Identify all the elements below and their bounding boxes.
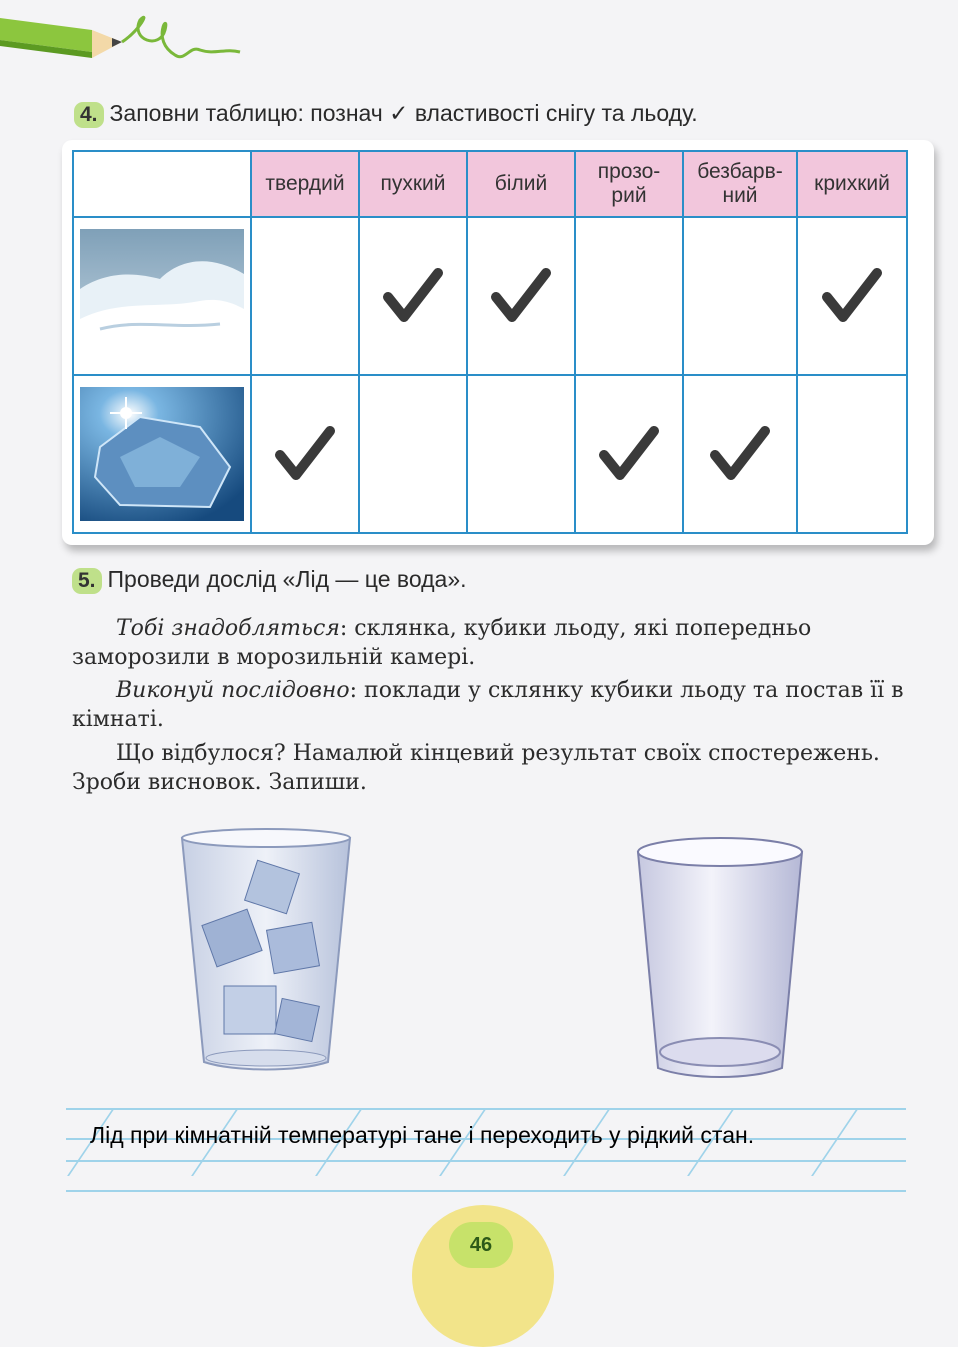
table-header-row [73,151,907,217]
task-5-number: 5. [72,568,102,594]
column-header [683,151,797,217]
check-cell[interactable] [467,375,575,533]
check-cell[interactable] [575,375,683,533]
page-number: 46 [449,1222,513,1268]
steps-paragraph [72,676,912,734]
check-mark-icon [821,267,883,325]
check-cell[interactable] [359,375,467,533]
check-cell[interactable] [683,375,797,533]
task-4-instruction: Заповни таблицю: познач ✓ властивості снігу та льоду. [109,100,698,126]
column-header: твердий [251,151,359,217]
question-paragraph [72,739,912,797]
steps-label: Виконуй послідовно [116,678,350,703]
column-header-text: прозо- рий [597,160,661,207]
task-5-header [72,566,467,594]
check-mark-icon [490,267,552,325]
answer-text[interactable]: Лід при кімнатній температурі тане і переходить у рідкий стан. [90,1122,755,1148]
check-mark-icon [598,425,660,483]
check-cell[interactable] [575,217,683,375]
column-header [575,151,683,217]
glass-with-ice-icon [178,826,354,1078]
column-header: білий [467,151,575,217]
check-cell[interactable] [797,375,907,533]
table-row-snow [73,217,907,375]
check-cell[interactable] [251,375,359,533]
writing-line [66,1190,906,1192]
task-4-header [74,100,698,128]
pencil-decoration-icon [0,0,260,90]
ice-photo-icon [80,387,244,521]
column-header: крихкий [797,151,907,217]
materials-label: Тобі знадобляться [116,616,340,641]
check-cell[interactable] [467,217,575,375]
check-cell[interactable] [683,217,797,375]
question-text: Що відбулося? Намалюй кінцевий результат своїх спостережень. Зроби висновок. Запиши. [72,741,880,795]
check-cell[interactable] [359,217,467,375]
check-cell[interactable] [797,217,907,375]
check-mark-icon [382,267,444,325]
check-mark-icon [709,425,771,483]
snow-photo-icon [80,229,244,363]
writing-line [66,1160,906,1162]
materials-text: : склянка, кубики льоду, які попередньо заморозили в морозильній камері. [72,616,812,670]
ice-image-cell [73,375,251,533]
table-row-ice [73,375,907,533]
slant-guide [811,1108,859,1176]
properties-table [72,150,908,534]
snow-image-cell [73,217,251,375]
table-corner-cell [73,151,251,217]
empty-glass-icon [634,832,806,1086]
check-mark-icon [274,425,336,483]
column-header-text: безбарв- ний [697,160,783,207]
task-4-number: 4. [74,102,104,128]
check-cell[interactable] [251,217,359,375]
task-5-instruction: Проведи дослід «Лід — це вода». [107,566,467,592]
column-header: пухкий [359,151,467,217]
steps-text: : поклади у склянку кубики льоду та постав її в кімнаті. [72,678,904,732]
materials-paragraph [72,614,912,672]
